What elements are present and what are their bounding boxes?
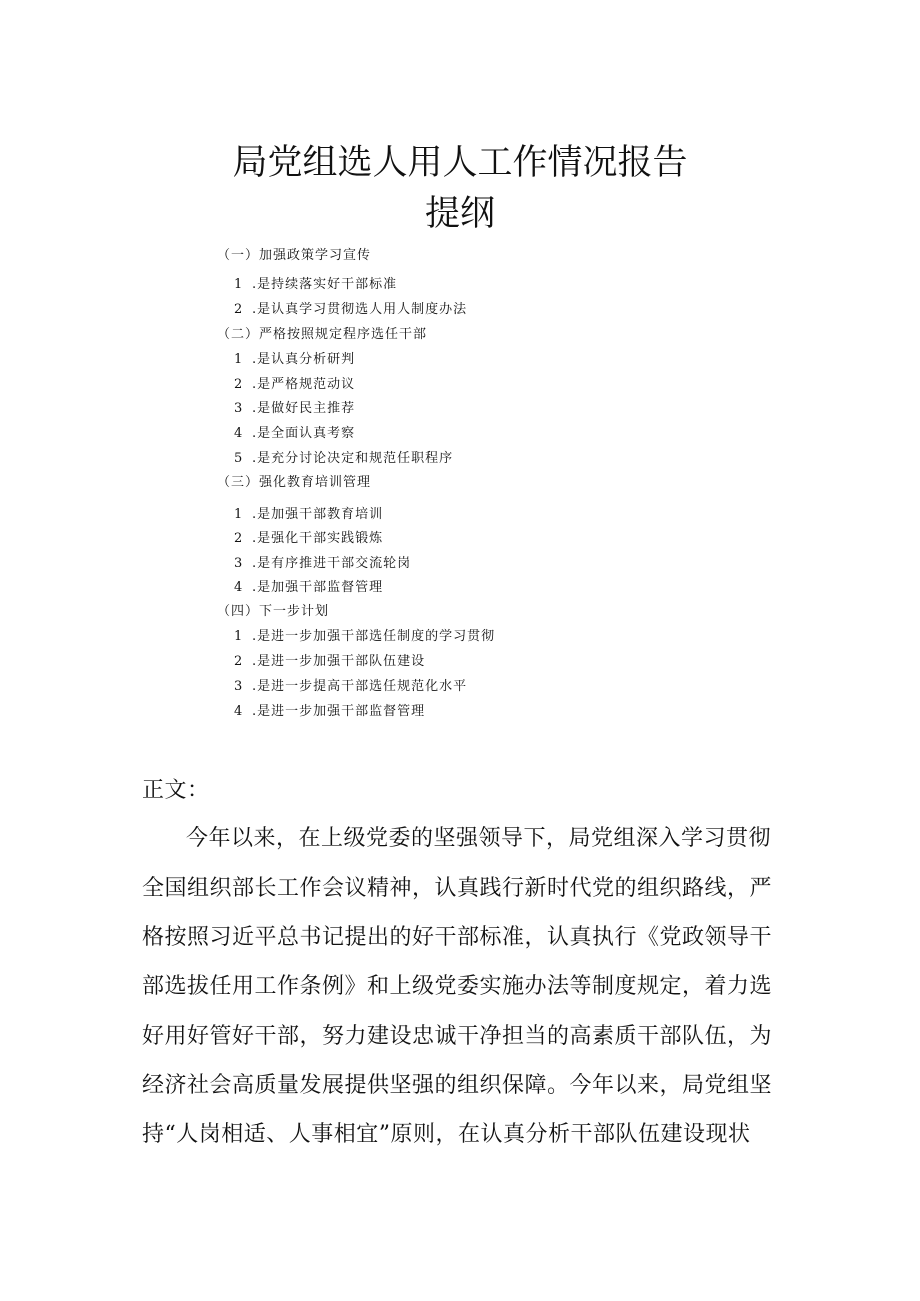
outline-item (234, 703, 425, 721)
paragraph-line: 今年以来，在上级党委的坚强领导下，局党组深入学习贯彻 (186, 826, 772, 851)
body-heading: 正文： (142, 778, 210, 803)
outline-item-text: .是进一步加强干部监督管理 (252, 704, 426, 719)
outline-section: （二）严格按照规定程序选任干部 (217, 327, 428, 342)
outline-item-number: 2 (234, 531, 244, 546)
document-subtitle: 提纲 (424, 194, 495, 234)
paragraph-line: 持“人岗相适、人事相宜”原则，在认真分析干部队伍建设现状 (142, 1122, 751, 1147)
outline-item (234, 530, 383, 548)
paragraph-line: 全国组织部长工作会议精神，认真践行新时代党的组织路线，严 (142, 876, 773, 901)
outline-item-number: 1 (234, 277, 244, 292)
paragraph-line: 经济社会高质量发展提供坚强的组织保障。今年以来，局党组坚 (142, 1073, 773, 1098)
outline-item-number: 1 (234, 507, 244, 522)
outline-item (234, 301, 467, 319)
outline-item-text: .是强化干部实践锻炼 (252, 531, 384, 546)
outline-item (234, 628, 495, 646)
outline-item-text: .是做好民主推荐 (252, 401, 356, 416)
paragraph-line: 部选拔任用工作条例》和上级党委实施办法等制度规定，着力选 (142, 974, 773, 999)
outline-item (234, 276, 397, 294)
outline-item-text: .是进一步加强干部队伍建设 (252, 654, 426, 669)
outline-item-number: 1 (234, 629, 244, 644)
paragraph-line: 好用好管好干部，努力建设忠诚干净担当的高素质干部队伍，为 (142, 1024, 773, 1049)
outline-item-text: .是进一步加强干部选任制度的学习贯彻 (252, 629, 496, 644)
document-title: 局党组选人用人工作情况报告 (232, 143, 688, 183)
outline-item (234, 351, 355, 369)
outline-item-text: .是加强干部监督管理 (252, 580, 384, 595)
outline-item-number: 5 (234, 451, 244, 466)
paragraph-line: 格按照习近平总书记提出的好干部标准，认真执行《党政领导干 (142, 925, 773, 950)
outline-item-number: 2 (234, 302, 244, 317)
outline-item-number: 4 (234, 426, 244, 441)
outline-item-text: .是持续落实好干部标准 (252, 277, 398, 292)
outline-item-number: 1 (234, 352, 244, 367)
outline-item-number: 2 (234, 377, 244, 392)
outline-item-text: .是进一步提高干部选任规范化水平 (252, 679, 468, 694)
outline-item (234, 653, 425, 671)
outline-item-number: 3 (234, 401, 244, 416)
outline-item-text: .是加强干部教育培训 (252, 507, 384, 522)
outline-item-text: .是充分讨论决定和规范任职程序 (252, 451, 454, 466)
outline-item-text: .是全面认真考察 (252, 426, 356, 441)
outline-item (234, 506, 383, 524)
outline-item-number: 3 (234, 679, 244, 694)
outline-section: （三）强化教育培训管理 (217, 475, 372, 490)
outline-item-text: .是认真分析研判 (252, 352, 356, 367)
outline-item (234, 400, 355, 418)
outline-item (234, 425, 355, 443)
outline-item-number: 4 (234, 580, 244, 595)
outline-item (234, 678, 467, 696)
outline-item-number: 2 (234, 654, 244, 669)
outline-section: （一）加强政策学习宣传 (217, 248, 372, 263)
outline-item-text: .是严格规范动议 (252, 377, 356, 392)
outline-item (234, 555, 411, 573)
outline-section: （四）下一步计划 (217, 604, 330, 619)
outline-item (234, 579, 383, 597)
outline-item (234, 376, 355, 394)
outline-item-number: 3 (234, 556, 244, 571)
outline-item-number: 4 (234, 704, 244, 719)
outline-item-text: .是认真学习贯彻选人用人制度办法 (252, 302, 468, 317)
outline-item-text: .是有序推进干部交流轮岗 (252, 556, 412, 571)
outline-item (234, 450, 453, 468)
